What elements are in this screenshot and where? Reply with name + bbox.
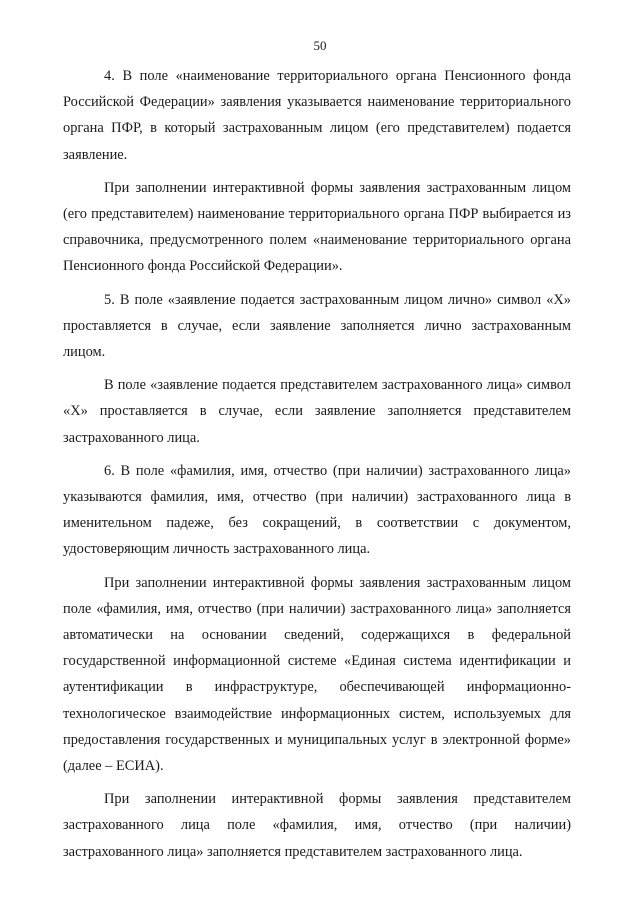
- page-number: 50: [313, 38, 327, 53]
- document-body: [63, 63, 571, 872]
- paragraph-item-5: 5. В поле «заявление подается застрахованным лицом лично» символ «Х» проставляется в случае, если заявление заполняется лично застрахованным лицом.: [63, 291, 571, 361]
- paragraph-item-4-interactive: При заполнении интерактивной формы заявления застрахованным лицом (его представителем) наименование территориального органа ПФР выбирается из справочника, предусмотренного полем «наименование территориального органа Пенсионного фонда Российской Федерации».: [63, 179, 571, 275]
- paragraph-item-6-esia: При заполнении интерактивной формы заявления застрахованным лицом поле «фамилия, имя, отчество (при наличии) застрахованного лица» заполняется автоматически на основании сведений, содержащихся в федеральной государственной информационной системе «Единая система идентификации и аутентификации в инфраструктуре, обеспечивающей информационно-технологическое взаимодействие информационных систем, используемых для предоставления государственных и муниципальных услуг в электронной форме» (далее – ЕСИА).: [63, 574, 571, 775]
- paragraph-item-6-representative: При заполнении интерактивной формы заявления представителем застрахованного лица поле «фамилия, имя, отчество (при наличии) застрахованного лица» заполняется представителем застрахованного лица.: [63, 791, 571, 860]
- paragraph-item-4: 4. В поле «наименование территориального органа Пенсионного фонда Российской Федерации» заявления указывается наименование территориального органа ПФР, в который застрахованным лицом (его представителем) подается заявление.: [63, 68, 571, 163]
- paragraph-item-6: 6. В поле «фамилия, имя, отчество (при наличии) застрахованного лица» указываются фамилия, имя, отчество (при наличии) застрахованного лица в именительном падеже, без сокращений, в соответствии с документом, удостоверяющим личность застрахованного лица.: [63, 462, 571, 558]
- paragraph-item-5-representative: В поле «заявление подается представителем застрахованного лица» символ «Х» проставляется в случае, если заявление заполняется представителем застрахованного лица.: [63, 377, 571, 446]
